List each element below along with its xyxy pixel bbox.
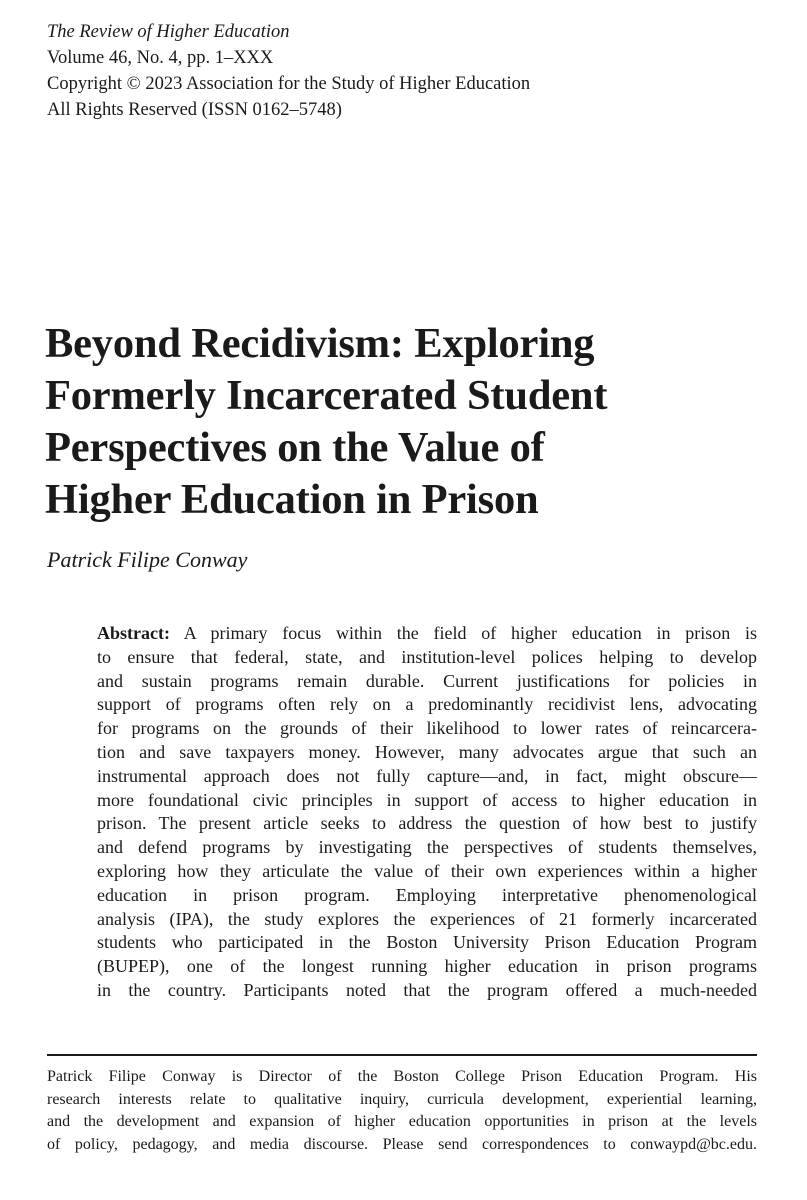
footnote-line: research interests relate to qualitative inquiry, curricula development, experiential learning, (47, 1090, 757, 1108)
footnote-line: Patrick Filipe Conway is Director of the Boston College Prison Education Program. His (47, 1068, 757, 1085)
abstract-line: and defend programs by investigating the perspectives of students themselves, (97, 837, 757, 858)
journal-name: The Review of Higher Education (47, 22, 290, 42)
abstract-line: tion and save taxpayers money. However, many advocates argue that such an (97, 741, 757, 762)
abstract-line: students who participated in the Boston University Prison Education Program (97, 932, 757, 953)
abstract-line: for programs on the grounds of their likelihood to lower rates of reincarcera- (97, 718, 757, 739)
title-line: Formerly Incarcerated Student (45, 372, 608, 419)
abstract-line: more foundational civic principles in support of access to higher education in (97, 789, 757, 810)
rights-notice: All Rights Reserved (ISSN 0162–5748) (47, 100, 342, 120)
abstract-line: prison. The present article seeks to address the question of how best to justify (97, 813, 757, 834)
journal-header (47, 19, 747, 123)
abstract-line (97, 622, 757, 646)
abstract-line: and sustain programs remain durable. Current justifications for policies in (97, 670, 757, 691)
author-footnote (47, 1066, 757, 1157)
footnote-line: of policy, pedagogy, and media discourse. Please send correspondences to conwaypd@bc.edu. (47, 1136, 757, 1154)
title-line: Higher Education in Prison (45, 476, 539, 523)
abstract-first-line-text: A primary focus within the field of higher education in prison is (183, 623, 757, 643)
footnote-line: and the development and expansion of higher education opportunities in prison at the levels (47, 1113, 757, 1131)
abstract-line: analysis (IPA), the study explores the experiences of 21 formerly incarcerated (97, 908, 757, 929)
abstract-line: in the country. Participants noted that the program offered a much-needed (97, 979, 757, 1000)
footnote-divider (47, 1054, 757, 1056)
abstract-line: education in prison program. Employing interpretative phenomenological (97, 884, 757, 905)
abstract-line: support of programs often rely on a predominantly recidivist lens, advocating (97, 694, 757, 715)
abstract-label: Abstract: (97, 623, 170, 643)
abstract (97, 622, 757, 1003)
abstract-line: (BUPEP), one of the longest running higher education in prison programs (97, 956, 757, 977)
author-name: Patrick Filipe Conway (47, 547, 248, 572)
abstract-line: instrumental approach does not fully capture—and, in fact, might obscure— (97, 765, 757, 786)
article-title (45, 318, 785, 526)
copyright-notice: Copyright © 2023 Association for the Study of Higher Education (47, 74, 531, 94)
abstract-line: to ensure that federal, state, and institution-level polices helping to develop (97, 646, 757, 667)
title-line: Beyond Recidivism: Exploring (45, 320, 595, 367)
abstract-line: exploring how they articulate the value of their own experiences within a higher (97, 860, 757, 881)
title-line: Perspectives on the Value of (45, 424, 545, 471)
volume-info: Volume 46, No. 4, pp. 1–XXX (47, 48, 274, 68)
